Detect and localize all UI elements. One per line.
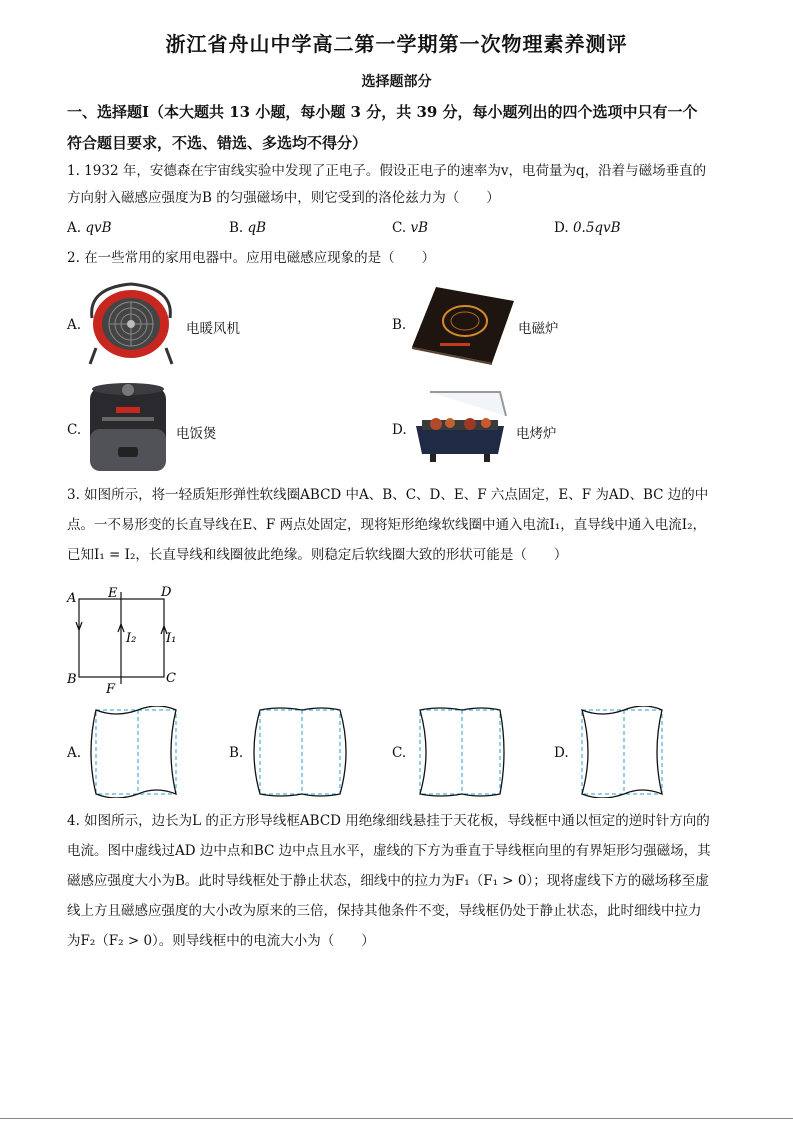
q3-label-b: B: [67, 672, 77, 687]
q1-option-c[interactable]: C. vB: [392, 220, 428, 236]
q1-stem: [67, 158, 727, 212]
q3-stem: [67, 480, 727, 570]
rice-cooker-image: [86, 379, 170, 475]
q3-option-c-shape[interactable]: [410, 706, 510, 798]
q3-option-a-shape[interactable]: [86, 706, 186, 798]
q3-label-f: F: [106, 682, 116, 697]
q2-option-c-letter[interactable]: C.: [67, 422, 82, 438]
q2-option-a-letter[interactable]: A.: [67, 317, 82, 333]
q4-line5: 为F₂（F₂ > 0）。则导线框中的电流大小为（ ）: [67, 933, 375, 949]
q3-line3: 已知I₁ = I₂，长直导线和线圈彼此绝缘。则稳定后软线圈大致的形状可能是（ ）: [67, 547, 568, 563]
q3-coil-figure: [60, 580, 190, 700]
q3-label-c: C: [166, 671, 176, 686]
q3-label-e: E: [108, 586, 118, 601]
q1-option-d[interactable]: D. 0.5qvB: [554, 220, 621, 236]
q4-line2: 电流。图中虚线过AD 边中点和BC 边中点且水平，虚线的下方为垂直于导线框向里的有界矩形匀强磁场，其: [67, 843, 711, 859]
q2-stem: 2. 在一些常用的家用电器中。应用电磁感应现象的是（ ）: [67, 250, 436, 266]
q2-option-a-label[interactable]: 电暖风机: [186, 321, 240, 337]
q2-option-d-letter[interactable]: D.: [392, 422, 407, 438]
induction-cooker-image: [410, 283, 516, 365]
electric-heater-image: [86, 278, 176, 366]
q3-label-a: A: [67, 591, 77, 606]
q1-option-b[interactable]: B. qB: [229, 220, 267, 236]
q3-option-b-letter[interactable]: B.: [229, 745, 244, 761]
q2-option-c-label[interactable]: 电饭煲: [176, 426, 217, 442]
q2-option-b-label[interactable]: 电磁炉: [518, 321, 559, 337]
section1-heading-line2: 符合题目要求，不选、错选、多选均不得分）: [67, 134, 368, 152]
q3-option-a-letter[interactable]: A.: [67, 745, 82, 761]
q3-label-d: D: [161, 585, 172, 600]
q2-option-b-letter[interactable]: B.: [392, 317, 407, 333]
q3-label-i1: I₁: [166, 631, 177, 646]
q3-label-i2: I₂: [126, 631, 137, 646]
q2-option-d-label[interactable]: 电烤炉: [516, 426, 557, 442]
q3-line1: 3. 如图所示，将一轻质矩形弹性软线圈ABCD 中A、B、C、D、E、F 六点固定，E、F 为AD、BC 边的中: [67, 487, 709, 503]
section1-heading: [67, 97, 737, 159]
q1-line2: 方向射入磁感应强度为B 的匀强磁场中，则它受到的洛伦兹力为（ ）: [67, 190, 500, 206]
q4-stem: [67, 806, 727, 956]
section-label: 选择题部分: [361, 74, 432, 90]
electric-grill-image: [410, 386, 510, 464]
q3-option-b-shape[interactable]: [250, 706, 350, 798]
q4-line1: 4. 如图所示，边长为L 的正方形导线框ABCD 用绝缘细线悬挂于天花板，导线框中通以恒定的逆时针方向的: [67, 813, 710, 829]
q3-option-d-shape[interactable]: [572, 706, 672, 798]
q1-line1: 1. 1932 年，安德森在宇宙线实验中发现了正电子。假设正电子的速率为v，电荷量为q，沿着与磁场垂直的: [67, 163, 707, 179]
q3-line2: 点。一不易形变的长直导线在E、F 两点处固定，现将矩形绝缘软线圈中通入电流I₁，直导线中通入电流I₂，: [67, 517, 707, 533]
q1-option-a[interactable]: A. qvB: [67, 220, 112, 236]
q4-line3: 磁感应强度大小为B。此时导线框处于静止状态，细线中的拉力为F₁（F₁ > 0）；现将虚线下方的磁场移至虚: [67, 873, 709, 889]
page-title: 浙江省舟山中学高二第一学期第一次物理素养测评: [165, 32, 628, 56]
page-bottom-rule: [0, 1118, 793, 1119]
q4-line4: 线上方且磁感应强度的大小改为原来的三倍，保持其他条件不变，导线框仍处于静止状态，此时细线中拉力: [67, 903, 702, 919]
section1-heading-line1: 一、选择题Ⅰ（本大题共 13 小题，每小题 3 分，共 39 分，每小题列出的四个选项中只有一个: [67, 103, 698, 121]
q3-option-c-letter[interactable]: C.: [392, 745, 407, 761]
q3-option-d-letter[interactable]: D.: [554, 745, 569, 761]
